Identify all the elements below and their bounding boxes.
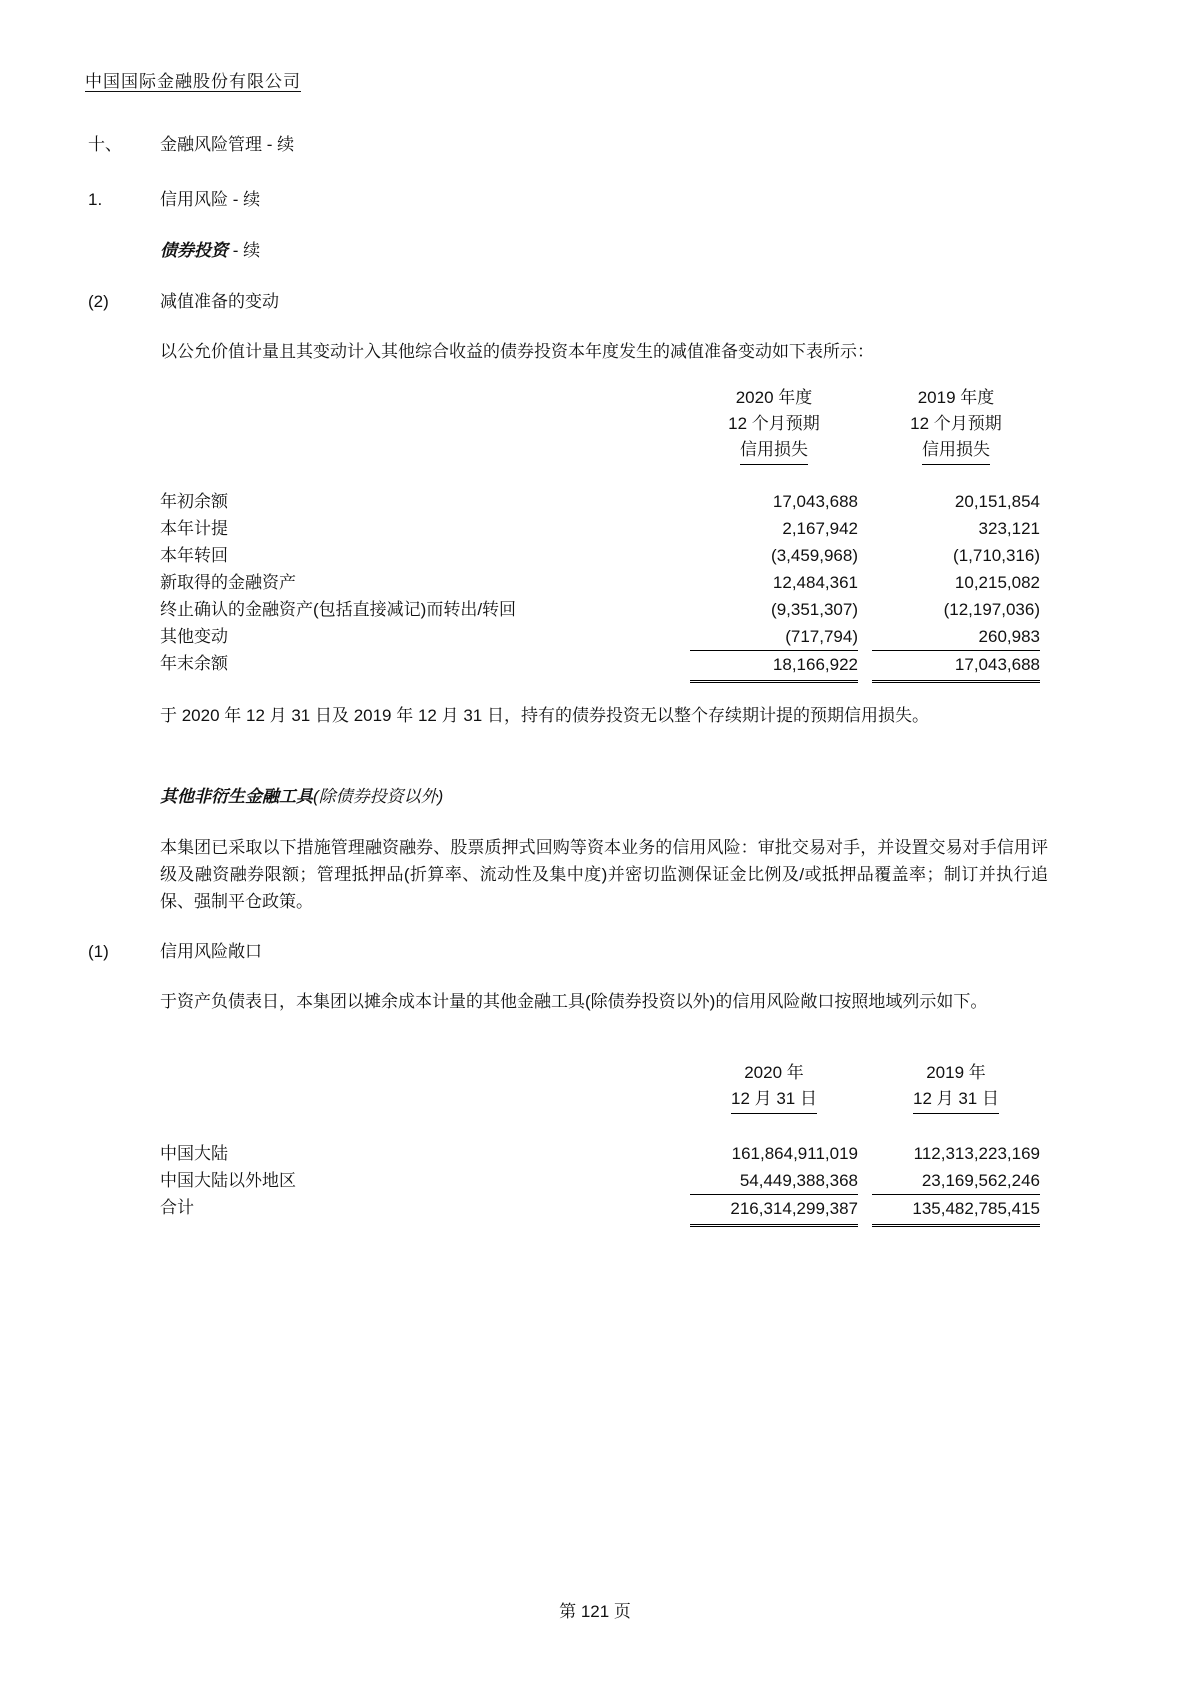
section-number: 1.	[88, 190, 103, 209]
section-impairment-change	[88, 288, 279, 315]
header-spacer	[160, 1060, 690, 1114]
section-number: (2)	[88, 292, 109, 311]
section-title: 信用风险 - 续	[160, 190, 261, 209]
impairment-table	[160, 385, 1040, 683]
exposure-table	[160, 1060, 1040, 1227]
row-label: 中国大陆以外地区	[160, 1171, 296, 1190]
value-2019: 20,151,854	[954, 492, 1040, 511]
section-title: 减值准备的变动	[160, 292, 279, 311]
section-title: 金融风险管理 - 续	[160, 135, 295, 154]
company-title: 中国国际金融股份有限公司	[85, 72, 301, 91]
table-row	[160, 1140, 1040, 1167]
row-label: 新取得的金融资产	[160, 573, 296, 592]
value-2020: 2,167,942	[782, 519, 858, 538]
value-2020: 54,449,388,368	[739, 1171, 858, 1190]
section-risk-management	[88, 131, 294, 158]
value-2020: (9,351,307)	[771, 600, 858, 619]
table-row	[160, 542, 1040, 569]
header-spacer	[160, 385, 690, 465]
col-gap	[858, 385, 872, 465]
heading-bond-investment	[160, 237, 1048, 264]
table-gap	[160, 465, 1040, 488]
row-label: 合计	[160, 1198, 194, 1217]
value-2019: (12,197,036)	[943, 600, 1040, 619]
value-2019: 112,313,223,169	[913, 1144, 1040, 1163]
table-row	[160, 623, 1040, 650]
total-2020: 18,166,922	[690, 650, 858, 683]
value-2020: (3,459,968)	[771, 546, 858, 565]
table-gap	[160, 1114, 1040, 1140]
table-total-row	[160, 1194, 1040, 1227]
heading-rest-part: - 续	[228, 241, 261, 260]
total-2020: 216,314,299,387	[690, 1194, 858, 1227]
section-title: 信用风险敞口	[160, 942, 262, 961]
heading-bold-part: 其他非衍生金融工具	[160, 787, 313, 806]
row-label: 年末余额	[160, 654, 228, 673]
row-label: 中国大陆	[160, 1144, 228, 1163]
heading-paren-part: (除债券投资以外)	[313, 787, 444, 806]
section-credit-risk	[88, 186, 260, 213]
value-2020: 17,043,688	[772, 492, 858, 511]
note-paragraph: 于 2020 年 12 月 31 日及 2019 年 12 月 31 日，持有的债券投资无以整个存续期计提的预期信用损失。	[160, 706, 929, 725]
col-header-2020: 2020 年度 12 个月预期 信用损失	[690, 385, 858, 465]
value-2019: 260,983	[978, 627, 1040, 646]
heading-other-instruments	[160, 783, 1048, 810]
col-header-2019: 2019 年度 12 个月预期 信用损失	[872, 385, 1040, 465]
measures-paragraph: 本集团已采取以下措施管理融资融券、股票质押式回购等资本业务的信用风险：审批交易对手，并设置交易对手信用评级及融资融券限额；管理抵押品(折算率、流动性及集中度)并密切监测保证金比例及/或抵押品覆盖率；制订并执行追保、强制平仓政策。	[160, 838, 1048, 911]
value-2019: 10,215,082	[954, 573, 1040, 592]
row-label: 年初余额	[160, 492, 228, 511]
table-total-row	[160, 650, 1040, 683]
heading-bold-part: 债券投资	[160, 241, 228, 260]
table-row	[160, 515, 1040, 542]
col-header-2019: 2019 年 12 月 31 日	[872, 1060, 1040, 1114]
table-row	[160, 569, 1040, 596]
table-row	[160, 596, 1040, 623]
value-2019: 323,121	[978, 519, 1040, 538]
section-number: 十、	[88, 135, 122, 154]
value-2020: (717,794)	[785, 627, 858, 646]
row-label: 终止确认的金融资产(包括直接减记)而转出/转回	[160, 600, 517, 619]
total-2019: 17,043,688	[872, 650, 1040, 683]
row-label: 其他变动	[160, 627, 228, 646]
page-number: 第 121 页	[559, 1602, 631, 1621]
value-2020: 161,864,911,019	[731, 1144, 858, 1163]
impairment-table-header	[160, 385, 1040, 465]
col-header-2020: 2020 年 12 月 31 日	[690, 1060, 858, 1114]
value-2019: (1,710,316)	[953, 546, 1040, 565]
section-number: (1)	[88, 942, 109, 961]
total-2019: 135,482,785,415	[872, 1194, 1040, 1227]
value-2019: 23,169,562,246	[921, 1171, 1040, 1190]
intro-paragraph-1: 以公允价值计量且其变动计入其他综合收益的债券投资本年度发生的减值准备变动如下表所示：	[160, 342, 874, 361]
table-row	[160, 1167, 1040, 1194]
exposure-table-header	[160, 1060, 1040, 1114]
intro-paragraph-2: 于资产负债表日，本集团以摊余成本计量的其他金融工具(除债券投资以外)的信用风险敞口按照地域列示如下。	[160, 992, 988, 1011]
row-label: 本年转回	[160, 546, 228, 565]
row-label: 本年计提	[160, 519, 228, 538]
section-credit-exposure	[88, 938, 262, 965]
value-2020: 12,484,361	[772, 573, 858, 592]
col-gap	[858, 1060, 872, 1114]
table-row	[160, 488, 1040, 515]
